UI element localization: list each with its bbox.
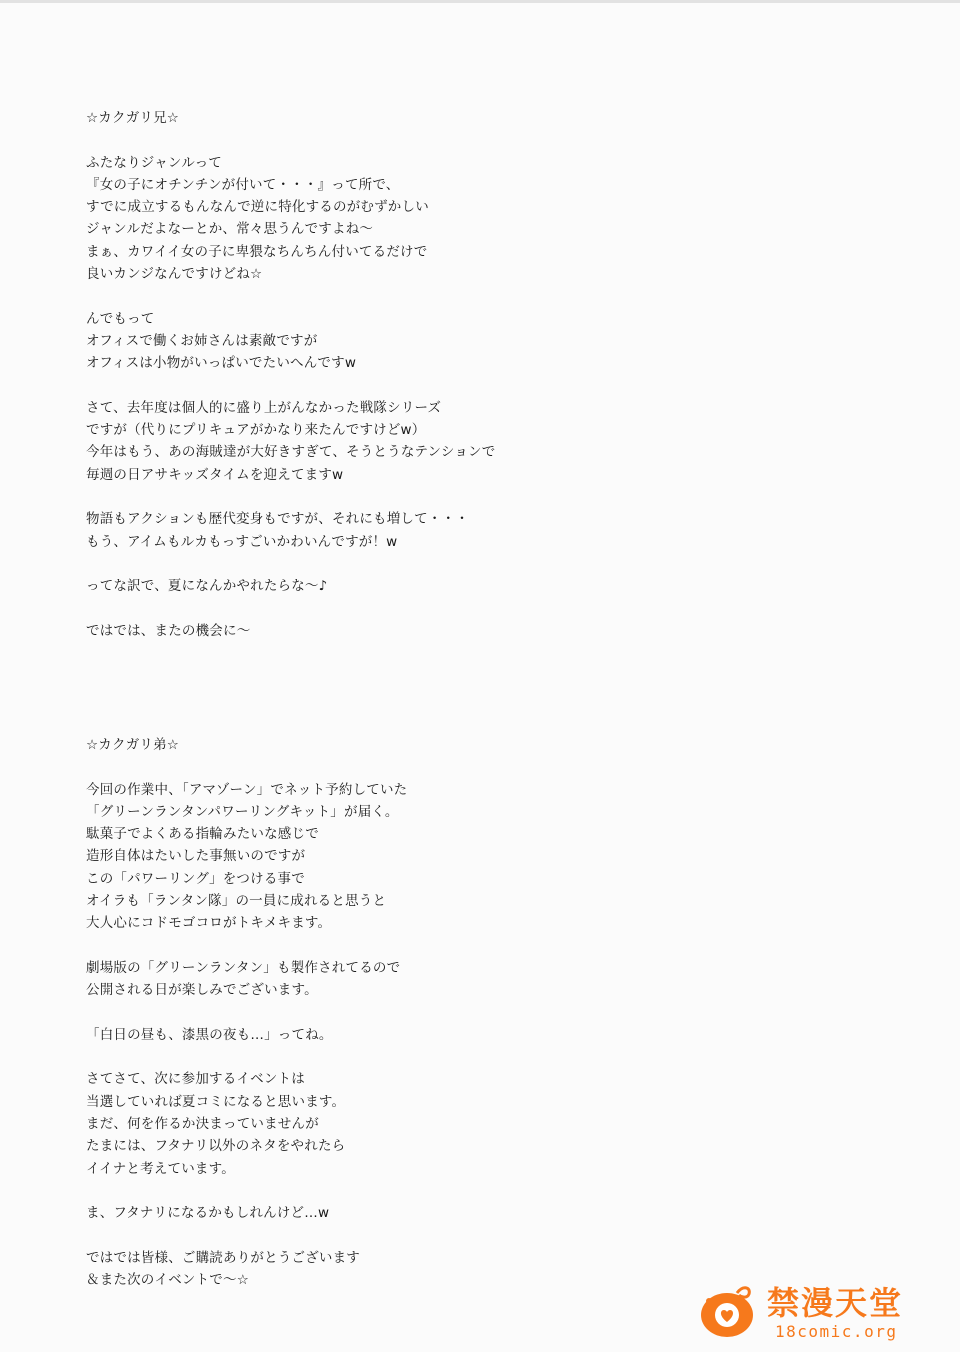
watermark-name: 禁漫天堂 — [767, 1284, 904, 1322]
text-line: 物語もアクションも歴代変身もですが、それにも増して・・・ — [86, 511, 469, 528]
text-line: たまには、フタナリ以外のネタをやれたら — [86, 1138, 346, 1155]
text-line: 「グリーンランタンパワーリングキット」が届く。 — [86, 803, 399, 820]
text-line: ＆また次のイベントで～☆ — [86, 1272, 250, 1289]
watermark-logo — [697, 1277, 927, 1347]
text-line: 毎週の日アサキッズタイムを迎えてますw — [86, 466, 344, 483]
text-line: この「パワーリング」をつける事で — [86, 870, 305, 887]
text-line: ってな訳で、夏になんかやれたらな～♪ — [86, 578, 328, 595]
text-line: 劇場版の「グリーンランタン」も製作されてるので — [86, 959, 401, 976]
text-line: まだ、何を作るか決まっていませんが — [86, 1116, 319, 1132]
text-line: すでに成立するもんなんで逆に特化するのがむずかしい — [86, 199, 429, 216]
text-line: 「白日の昼も、漆黒の夜も…」ってね。 — [86, 1026, 333, 1043]
text-line: さて、去年度は個人的に盛り上がんなかった戦隊シリーズ — [86, 399, 442, 416]
text-line: まぁ、カワイイ女の子に卑猥なちんちん付いてるだけで — [86, 243, 428, 260]
text-line: 当選していれば夏コミになると思います。 — [86, 1093, 346, 1110]
text-line: ま、フタナリになるかもしれんけど…w — [86, 1205, 330, 1222]
text-line: ジャンルだよなーとか、常々思うんですよね～ — [86, 221, 374, 238]
text-line: ではでは皆様、ご購読ありがとうございます — [86, 1249, 360, 1266]
text-line: 『女の子にオチンチンが付いて・・・』って所で、 — [86, 176, 400, 193]
text-line: もう、アイムもルカもっすごいかわいんですが！w — [86, 533, 398, 550]
text-line: ふたなりジャンルって — [86, 154, 222, 171]
watermark-url: 18comic.org — [775, 1322, 898, 1341]
text-line: ですが（代りにプリキュアがかなり来たんですけどw） — [86, 422, 426, 439]
text-line: 大人心にコドモゴコロがトキメキます。 — [86, 915, 332, 932]
text-line: さてさて、次に参加するイベントは — [86, 1071, 305, 1088]
text-line: 駄菓子でよくある指輪みたいな感じで — [86, 826, 319, 843]
section-heading: ☆カクガリ兄☆ — [86, 110, 180, 126]
text-line: 造形自体はたいした事無いのですが — [86, 848, 306, 865]
mascot-icon — [697, 1281, 763, 1341]
text-line: 良いカンジなんですけどね☆ — [86, 266, 263, 282]
text-line: イイナと考えています。 — [86, 1160, 235, 1177]
text-line: ではでは、またの機会に～ — [86, 622, 251, 639]
text-line: 今回の作業中、「アマゾーン」でネット予約していた — [86, 781, 408, 798]
text-line: 公開される日が楽しみでございます。 — [86, 982, 318, 999]
text-line: オフィスは小物がいっぱいでたいへんですw — [86, 355, 357, 372]
text-line: 今年はもう、あの海賊達が大好きすぎて、そうとうなテンションで — [86, 444, 496, 461]
scan-edge — [0, 0, 960, 3]
text-line: オイラも「ランタン隊」の一員に成れると思うと — [86, 893, 387, 909]
section-heading: ☆カクガリ弟☆ — [86, 737, 180, 753]
text-line: オフィスで働くお姉さんは素敵ですが — [86, 332, 318, 349]
text-line: んでもって — [86, 310, 155, 327]
